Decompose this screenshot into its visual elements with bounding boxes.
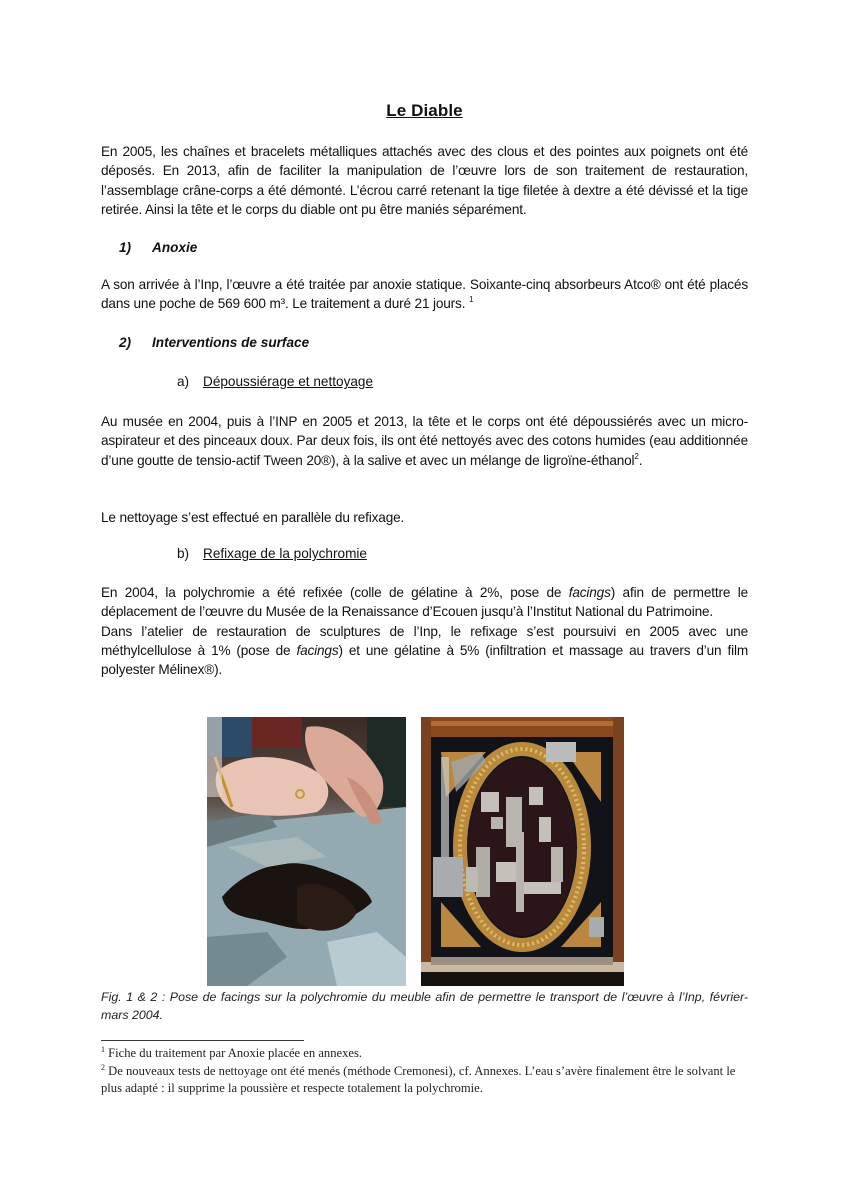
section-heading-interventions (119, 335, 309, 350)
figure-2-image (421, 717, 624, 986)
section-number: 2) (119, 335, 132, 350)
nettoyage-paragraph (101, 508, 748, 527)
refixage-paragraphs (101, 583, 748, 679)
subsection-heading-depoussierage (177, 374, 373, 389)
refixage-paragraph-1 (101, 583, 748, 622)
footnote-number: 1 (101, 1045, 105, 1054)
emphasis: facings (568, 585, 611, 600)
figure-1-photo (207, 717, 406, 986)
text-run: En 2004, la polychromie a été refixée (colle de gélatine à 2%, pose de (101, 585, 569, 600)
text-run: ) afin de permettre le déplacement de l’œuvre du Musée de la Renaissance d’Ecouen jusqu’à l’Institut National du Patrimoine. (101, 585, 748, 620)
footnote-ref-1[interactable]: 1 (468, 295, 474, 305)
subsection-title: Refixage de la polychromie (203, 546, 367, 561)
depoussierage-paragraph (101, 412, 748, 470)
intro-text: En 2005, les chaînes et bracelets métalliques attachés avec des clous et des pointes aux poignets ont été déposés. En 2013, afin de faciliter la manipulation de l’œuvre lors de son traitement de restauration, l’assemblage crâne-corps a été démonté. L’écrou carré retenant la tige filetée à dextre a été dévissé et la tige retirée. Ainsi la tête et le corps du diable ont pu être maniés séparément. (101, 144, 748, 217)
subsection-heading-refixage (177, 546, 367, 561)
depoussierage-text: Au musée en 2004, puis à l’INP en 2005 et 2013, la tête et le corps ont été dépoussiérés avec un micro-aspirateur et des pinceaux doux. Par deux fois, ils ont été nettoyés avec des cotons humides (eau additionnée d’une goutte de tensio-actif Tween 20®), à la salive et avec un mélange de ligroïne-éthanol (101, 414, 748, 468)
anoxie-text: A son arrivée à l’Inp, l’œuvre a été traitée par anoxie statique. Soixante-cinq absorbeurs Atco® ont été placés dans une poche de 569 600 m³. Le traitement a duré 21 jours. (101, 277, 748, 312)
figure-2-photo (421, 717, 624, 986)
section-title: Anoxie (152, 240, 198, 255)
footnote-text: De nouveaux tests de nettoyage ont été menés (méthode Cremonesi), cf. Annexes. L’eau s’avère finalement être le solvant le plus adapté : il supprime la poussière et respecte totalement la polychromie. (101, 1063, 736, 1095)
footnote-1 (101, 1045, 741, 1063)
emphasis: facings (296, 642, 339, 658)
footnote-2 (101, 1063, 741, 1098)
footnote-text: Fiche du traitement par Anoxie placée en annexes. (108, 1046, 363, 1060)
text-run: Dans l’atelier de restauration de sculptures de l’Inp, le refixage s’est poursuivi en 2005 avec une méthylcellulose à 1% (pose de (101, 623, 748, 658)
section-title: Interventions de surface (152, 335, 310, 350)
footnote-separator (101, 1040, 304, 1041)
intro-paragraph (101, 142, 748, 219)
sentence-end: . (638, 452, 643, 468)
text-run: ) et une gélatine à 5% (infiltration et massage au travers d’un film polyester Mélinex®). (101, 642, 748, 678)
subsection-title: Dépoussiérage et nettoyage (203, 374, 374, 389)
refixage-paragraph-2 (101, 622, 748, 680)
nettoyage-text: Le nettoyage s’est effectué en parallèle du refixage. (101, 510, 405, 525)
subsection-number: a) (177, 374, 190, 389)
section-number: 1) (119, 240, 132, 255)
footnote-ref-2[interactable]: 2 (634, 451, 639, 461)
footnote-number: 2 (101, 1062, 105, 1072)
figure-1-image (207, 717, 406, 986)
footnotes (101, 1045, 741, 1098)
figure-caption: Fig. 1 & 2 : Pose de facings sur la polychromie du meuble afin de permettre le transport de l’œuvre à l’Inp, février-mars 2004. (101, 990, 748, 1022)
subsection-number: b) (177, 546, 190, 561)
anoxie-paragraph (101, 275, 748, 314)
section-heading-anoxie (119, 240, 197, 255)
page-title: Le Diable (386, 101, 463, 120)
